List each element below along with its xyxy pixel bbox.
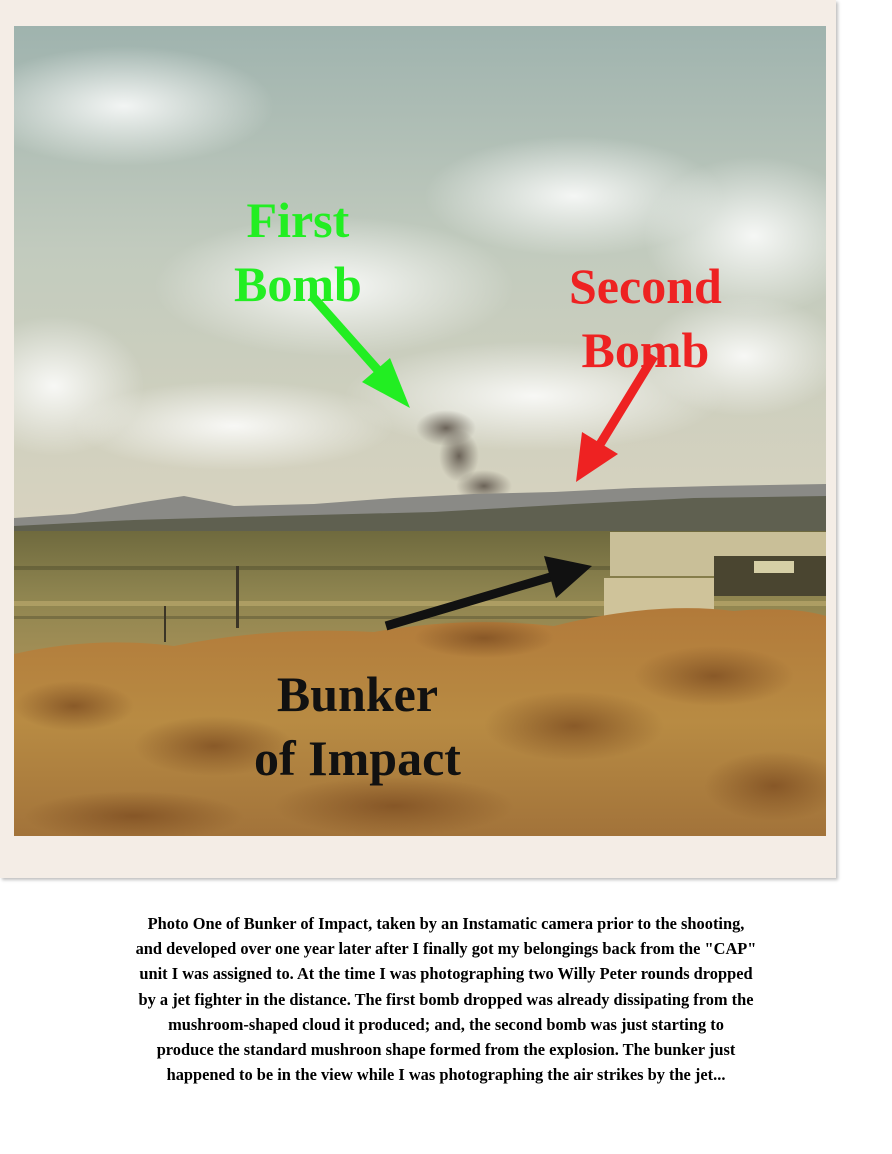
caption-line: produce the standard mushroon shape formed from the explosion. The bunker just (156, 1040, 736, 1060)
photo-caption (40, 911, 852, 1087)
caption-line: mushroom-shaped cloud it produced; and, the second bomb was just starting to (168, 1014, 724, 1034)
caption-line: by a jet fighter in the distance. The first bomb dropped was already dissipating from the (138, 989, 754, 1009)
caption-line: unit I was assigned to. At the time I was photographing two Willy Peter rounds dropped (139, 964, 753, 984)
caption-line: Photo One of Bunker of Impact, taken by an Instamatic camera prior to the shooting, (147, 914, 745, 933)
caption-line: happened to be in the view while I was photographing the air strikes by the jet... (166, 1065, 726, 1085)
photograph (14, 26, 826, 836)
second-bomb-label: Second Bomb (569, 258, 722, 378)
caption-line: and developed over one year later after I finally got my belongings back from the "CAP" (135, 939, 757, 959)
first-bomb-label: First Bomb (234, 192, 362, 312)
bunker-of-impact-label: Bunker of Impact (254, 666, 461, 786)
